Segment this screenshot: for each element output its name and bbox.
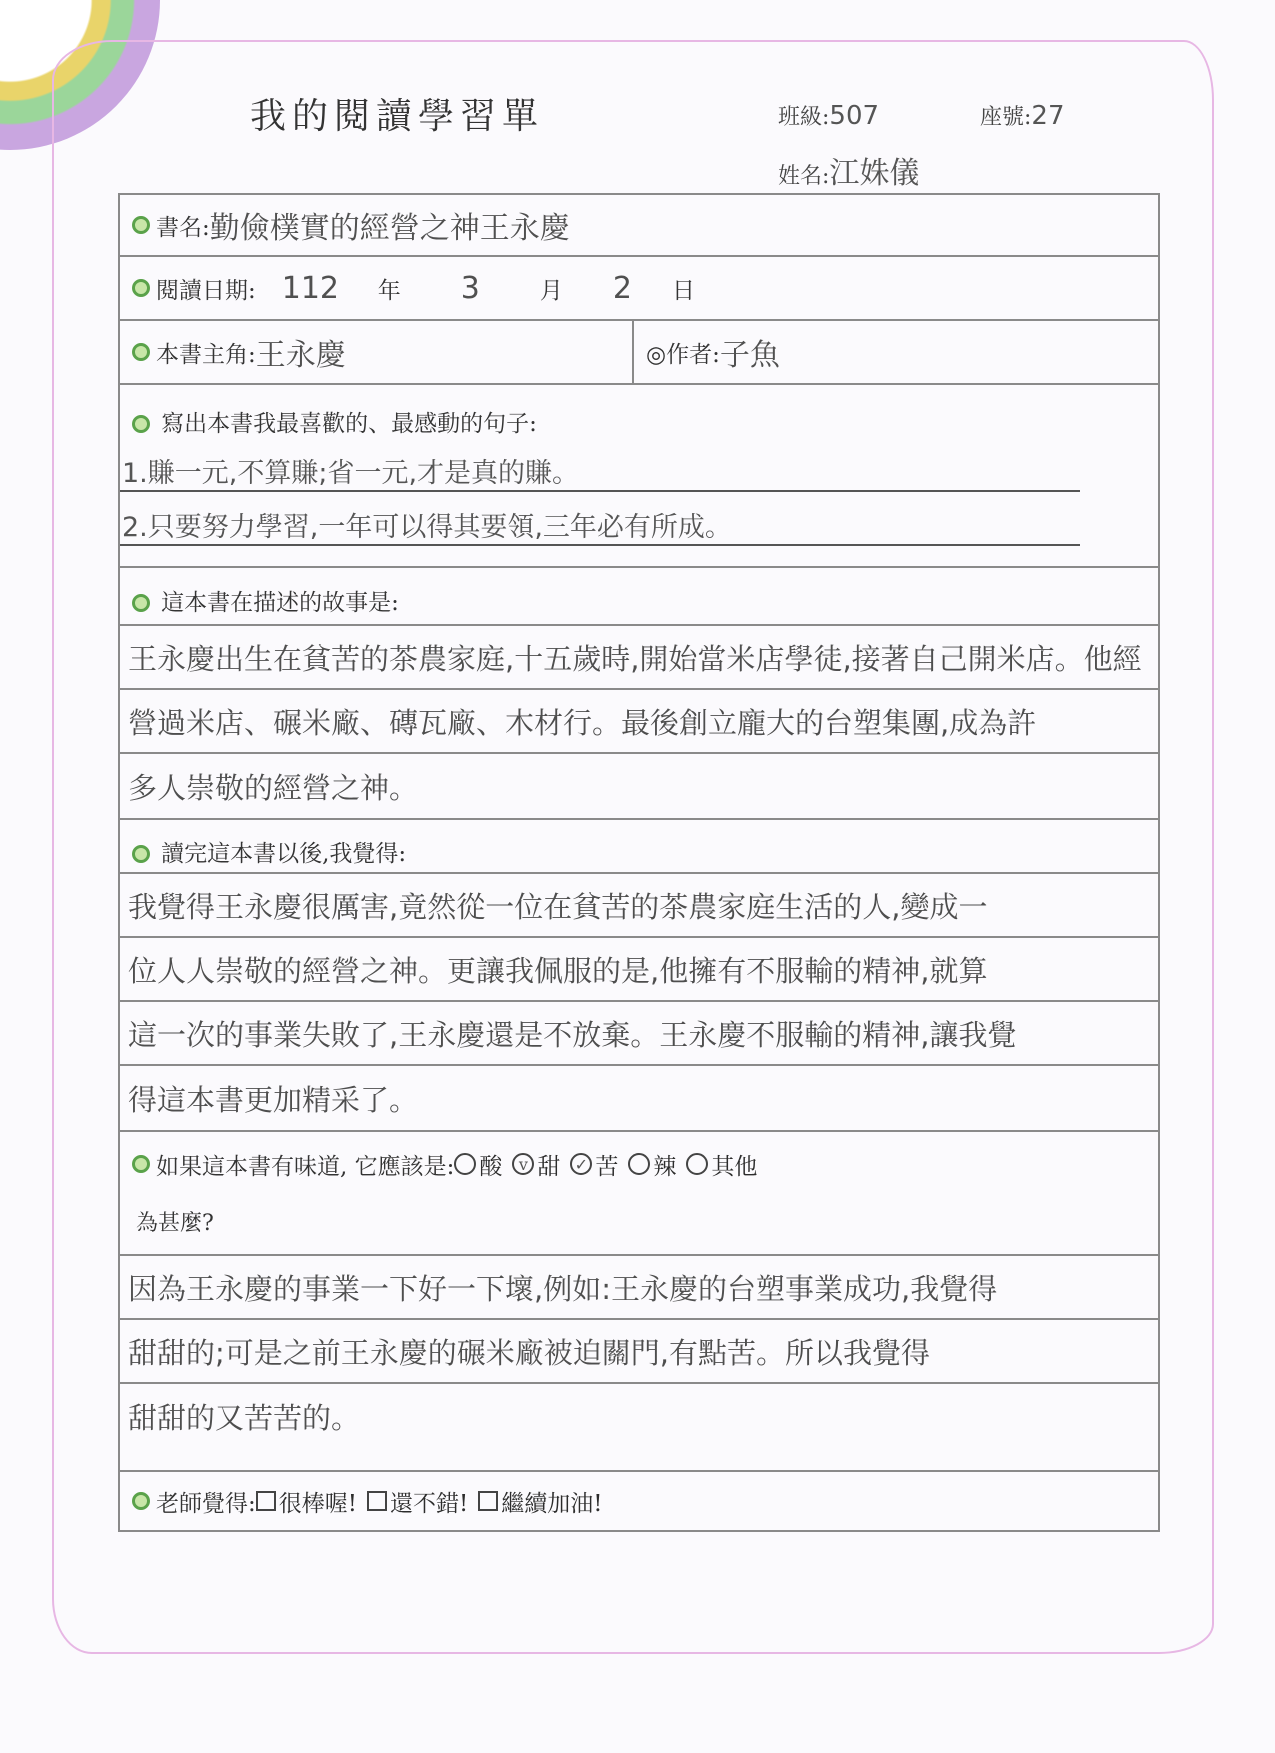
- column-divider: [632, 321, 634, 383]
- class-label: 班級:: [778, 105, 830, 130]
- book-name-row: [118, 193, 1160, 257]
- checkbox-icon: [478, 1491, 498, 1511]
- teacher-option-great: 很棒喔!: [256, 1485, 357, 1518]
- read-date-month: 3: [460, 270, 480, 306]
- bullet-icon: [132, 415, 150, 433]
- taste-option-spicy: 辣: [628, 1148, 676, 1181]
- story-line-3: 多人崇敬的經營之神。: [128, 770, 419, 805]
- author-label: ◎作者:: [646, 341, 720, 368]
- bullet-icon: [132, 594, 150, 612]
- taste-circle: [628, 1153, 650, 1175]
- bullet-icon: [132, 216, 150, 234]
- checkbox-icon: [256, 1491, 276, 1511]
- story-line-1: 王永慶出生在貧苦的茶農家庭,十五歲時,開始當米店學徒,接著自己開米店。他經: [120, 626, 1158, 690]
- feeling-line-3: 這一次的事業失敗了,王永慶還是不放棄。王永慶不服輸的精神,讓我覺: [120, 1002, 1158, 1066]
- favorite-label: 寫出本書我最喜歡的、最感動的句子:: [161, 411, 537, 437]
- teacher-label: 老師覺得:: [156, 1490, 256, 1517]
- bullet-icon: [132, 1492, 150, 1510]
- taste-option-sour: 酸: [454, 1148, 502, 1181]
- feeling-line-1: 我覺得王永慶很厲害,竟然從一位在貧苦的茶農家庭生活的人,變成一: [120, 874, 1158, 938]
- name-label: 姓名:: [778, 164, 830, 189]
- seat-field: [980, 100, 1065, 131]
- favorite-sentences-row: [118, 385, 1160, 568]
- feeling-line-2: 位人人崇敬的經營之神。更讓我佩服的是,他擁有不服輸的精神,就算: [120, 938, 1158, 1002]
- class-field: [778, 100, 879, 131]
- taste-row: [118, 1132, 1160, 1472]
- book-name-value: 勤儉樸實的經營之神王永慶: [209, 211, 570, 246]
- story-label: 這本書在描述的故事是:: [161, 590, 399, 616]
- taste-option-other: 其他: [686, 1148, 757, 1181]
- taste-line-1: 因為王永慶的事業一下好一下壞,例如:王永慶的台塑事業成功,我覺得: [120, 1256, 1158, 1320]
- protagonist-author-row: [118, 321, 1160, 385]
- read-date-row: [118, 257, 1160, 321]
- bullet-icon: [132, 1155, 150, 1173]
- page-title: 我的閱讀學習單: [250, 96, 545, 137]
- read-date-year: 112: [281, 270, 340, 306]
- taste-circle: [454, 1153, 476, 1175]
- bullet-icon: [132, 279, 150, 297]
- protagonist-value: 王永慶: [255, 338, 346, 373]
- taste-label: 如果這本書有味道, 它應該是:: [156, 1153, 455, 1180]
- month-unit: 月: [539, 277, 563, 304]
- why-label: 為甚麼?: [136, 1211, 214, 1236]
- protagonist-label: 本書主角:: [156, 341, 256, 368]
- taste-circle: v: [512, 1153, 534, 1175]
- day-unit: 日: [671, 277, 695, 304]
- author-value: 子魚: [719, 338, 780, 373]
- seat-label: 座號:: [980, 105, 1032, 130]
- feeling-row: [118, 820, 1160, 1132]
- seat-value: 27: [1031, 101, 1065, 131]
- taste-circle: ✓: [570, 1153, 592, 1175]
- teacher-option-keep-going: 繼續加油!: [478, 1485, 602, 1518]
- teacher-row: [118, 1472, 1160, 1532]
- taste-circle: [686, 1153, 708, 1175]
- read-date-label: 閱讀日期:: [156, 277, 256, 304]
- taste-line-2: 甜甜的;可是之前王永慶的碾米廠被迫關門,有點苦。所以我覺得: [120, 1320, 1158, 1384]
- worksheet-table: [118, 193, 1160, 1532]
- checkbox-icon: [367, 1491, 387, 1511]
- taste-option-bitter: ✓ 苦: [570, 1148, 618, 1181]
- feeling-label: 讀完這本書以後,我覺得:: [161, 841, 407, 867]
- bullet-icon: [132, 845, 150, 863]
- name-field: [778, 148, 919, 192]
- book-name-label: 書名:: [156, 214, 210, 241]
- story-row: [118, 568, 1160, 820]
- bullet-icon: [132, 343, 150, 361]
- favorite-line-1: 1.賺一元,不算賺;省一元,才是真的賺。: [120, 438, 1080, 492]
- taste-option-sweet: v 甜: [512, 1148, 560, 1181]
- favorite-line-2: 2.只要努力學習,一年可以得其要領,三年必有所成。: [120, 492, 1080, 546]
- name-value: 江姝儀: [829, 156, 920, 191]
- teacher-option-good: 還不錯!: [367, 1485, 468, 1518]
- read-date-day: 2: [612, 270, 632, 306]
- year-unit: 年: [377, 277, 401, 304]
- story-line-2: 營過米店、碾米廠、磚瓦廠、木材行。最後創立龐大的台塑集團,成為許: [120, 690, 1158, 754]
- taste-line-3: 甜甜的又苦苦的。: [128, 1400, 361, 1435]
- feeling-line-4: 得這本書更加精采了。: [128, 1082, 419, 1117]
- class-value: 507: [829, 101, 880, 131]
